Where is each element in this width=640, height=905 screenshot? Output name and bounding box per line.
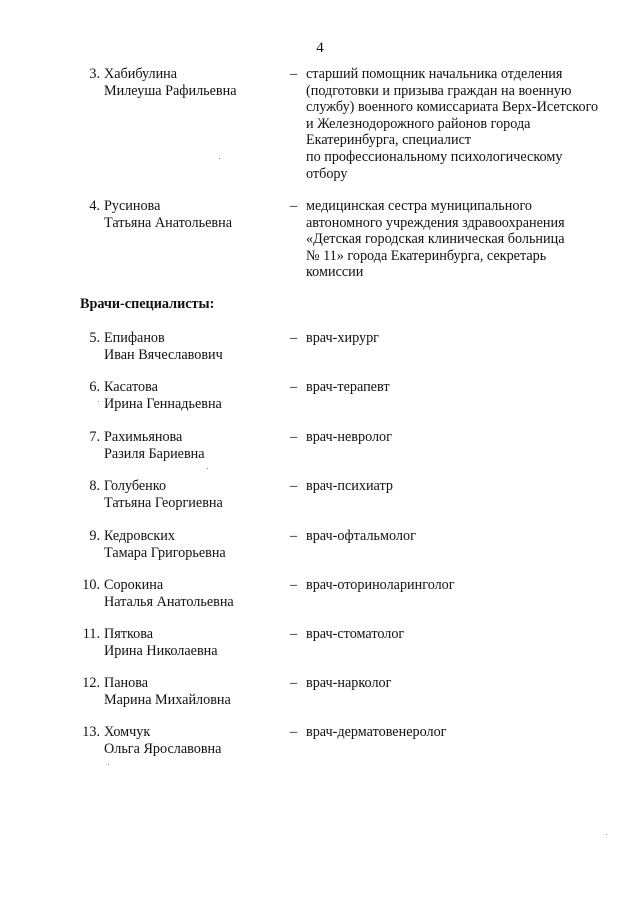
role-line: автономного учреждения здравоохранения bbox=[306, 214, 565, 231]
specialty: врач-хирург bbox=[306, 330, 379, 346]
scan-speck bbox=[108, 764, 109, 765]
specialty: врач-нарколог bbox=[306, 675, 392, 691]
surname: Кедровских bbox=[104, 528, 175, 544]
dash: – bbox=[290, 528, 298, 544]
given-names: Ирина Геннадьевна bbox=[104, 395, 222, 412]
person-name bbox=[104, 198, 284, 231]
entry-number: 6. bbox=[89, 379, 100, 395]
specialty: врач-офтальмолог bbox=[306, 528, 416, 544]
surname: Русинова bbox=[104, 198, 161, 214]
role-line: комиссии bbox=[306, 264, 364, 281]
entry-number: 7. bbox=[89, 429, 100, 445]
surname: Касатова bbox=[104, 379, 158, 395]
entry-number: 4. bbox=[89, 198, 100, 214]
dash: – bbox=[290, 724, 298, 740]
dash: – bbox=[290, 330, 298, 346]
specialty: врач-оториноларинголог bbox=[306, 577, 455, 593]
person-name bbox=[104, 66, 284, 99]
surname: Хомчук bbox=[104, 724, 151, 740]
surname: Рахимьянова bbox=[104, 429, 183, 445]
specialty: врач-психиатр bbox=[306, 478, 393, 494]
entry-number: 10. bbox=[82, 577, 100, 593]
person-name bbox=[104, 626, 284, 659]
scan-speck bbox=[207, 468, 208, 469]
role-line: «Детская городская клиническая больница bbox=[306, 231, 565, 248]
role-line: Екатеринбурга, специалист bbox=[306, 132, 472, 149]
given-names: Ирина Николаевна bbox=[104, 642, 218, 659]
page-number: 4 bbox=[316, 40, 324, 56]
specialty: врач-терапевт bbox=[306, 379, 390, 395]
entry-number: 11. bbox=[82, 626, 100, 642]
entry-number: 8. bbox=[89, 478, 100, 494]
position-description bbox=[306, 66, 626, 182]
person-name bbox=[104, 478, 284, 511]
given-names: Милеуша Рафильевна bbox=[104, 82, 237, 99]
given-names: Иван Вячеславович bbox=[104, 346, 223, 363]
given-names: Разиля Бариевна bbox=[104, 445, 205, 462]
person-name bbox=[104, 379, 284, 412]
entry-number: 5. bbox=[89, 330, 100, 346]
given-names: Марина Михайловна bbox=[104, 691, 231, 708]
given-names: Татьяна Анатольевна bbox=[104, 214, 232, 231]
dash: – bbox=[290, 626, 298, 642]
position-description bbox=[306, 198, 626, 281]
scan-speck bbox=[219, 158, 220, 159]
role-line: отбору bbox=[306, 165, 348, 182]
role-line: старший помощник начальника отделения bbox=[306, 66, 563, 82]
role-line: службу) военного комиссариата Верх-Исетского bbox=[306, 99, 599, 116]
dash: – bbox=[290, 429, 298, 445]
surname: Пяткова bbox=[104, 626, 154, 642]
entry-number: 9. bbox=[89, 528, 100, 544]
given-names: Тамара Григорьевна bbox=[104, 544, 226, 561]
person-name bbox=[104, 577, 284, 610]
dash: – bbox=[290, 66, 298, 82]
person-name bbox=[104, 330, 284, 363]
specialty: врач-стоматолог bbox=[306, 626, 405, 642]
role-line: медицинская сестра муниципального bbox=[306, 198, 533, 214]
surname: Голубенко bbox=[104, 478, 167, 494]
role-line: по профессиональному психологическому bbox=[306, 148, 563, 165]
person-name bbox=[104, 429, 284, 462]
given-names: Татьяна Георгиевна bbox=[104, 494, 223, 511]
surname: Хабибулина bbox=[104, 66, 178, 82]
scan-speck bbox=[98, 401, 99, 402]
given-names: Наталья Анатольевна bbox=[104, 593, 234, 610]
surname: Сорокина bbox=[104, 577, 164, 593]
dash: – bbox=[290, 675, 298, 691]
scan-speck bbox=[606, 834, 607, 835]
section-title: Врачи-специалисты: bbox=[80, 296, 215, 312]
entry-number: 13. bbox=[82, 724, 100, 740]
role-line: (подготовки и призыва граждан на военную bbox=[306, 82, 572, 99]
given-names: Ольга Ярославовна bbox=[104, 740, 222, 757]
role-line: № 11» города Екатеринбурга, секретарь bbox=[306, 247, 547, 264]
dash: – bbox=[290, 478, 298, 494]
role-line: и Железнодорожного районов города bbox=[306, 115, 531, 132]
specialty: врач-дерматовенеролог bbox=[306, 724, 447, 740]
entry-number: 12. bbox=[82, 675, 100, 691]
person-name bbox=[104, 528, 284, 561]
specialty: врач-невролог bbox=[306, 429, 392, 445]
dash: – bbox=[290, 577, 298, 593]
dash: – bbox=[290, 379, 298, 395]
surname: Епифанов bbox=[104, 330, 165, 346]
person-name bbox=[104, 724, 284, 757]
person-name bbox=[104, 675, 284, 708]
dash: – bbox=[290, 198, 298, 214]
surname: Панова bbox=[104, 675, 149, 691]
entry-number: 3. bbox=[89, 66, 100, 82]
